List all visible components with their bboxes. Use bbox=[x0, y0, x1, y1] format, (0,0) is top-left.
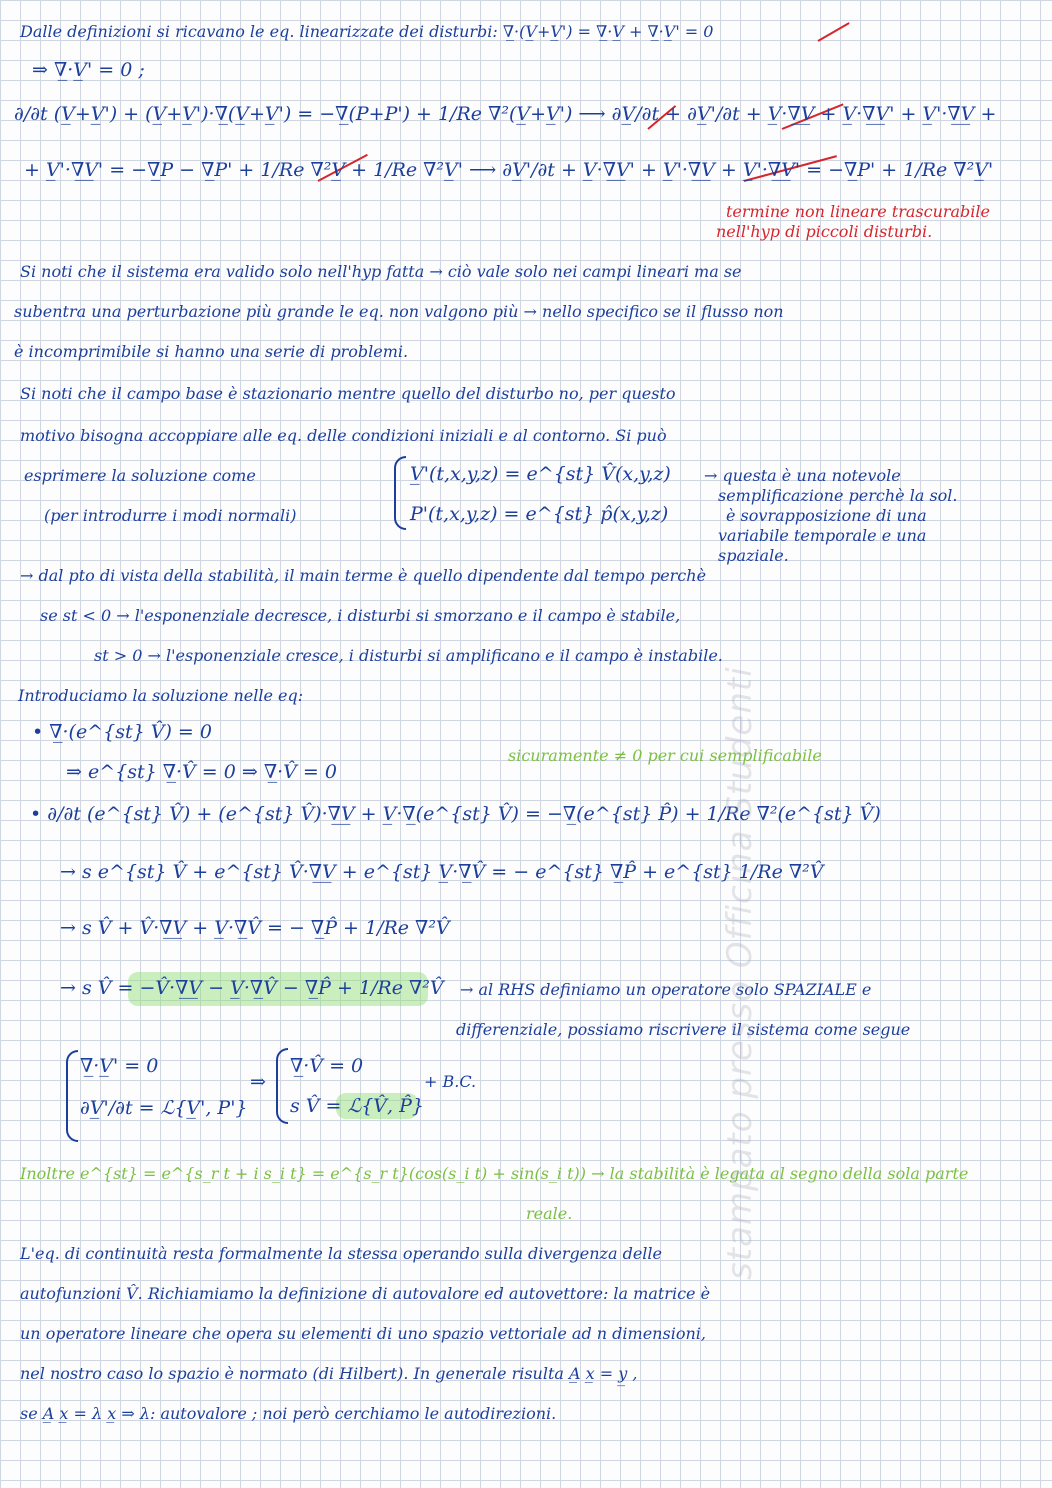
equation-line: → s e^{st} V̂ + e^{st} V̂·∇̲V̲ + e^{st} V̲·∇̲V̂ = − e^{st} ∇̲P̂ + e^{st} 1/Re ∇²V̂ bbox=[60, 861, 824, 883]
system-brace-left bbox=[66, 1050, 78, 1142]
watermark: stampato presso Officina Studenti bbox=[720, 666, 760, 1280]
side-note: semplificazione perchè la sol. bbox=[718, 486, 958, 505]
text-line: esprimere la soluzione come bbox=[24, 466, 256, 485]
red-strike-1 bbox=[818, 22, 850, 42]
text-line: L'eq. di continuità resta formalmente la stessa operando sulla divergenza delle bbox=[20, 1244, 662, 1263]
equation-line: ∂/∂t (V̲+V̲') + (V̲+V̲')·∇̲(V̲+V̲') = −∇̲(P+P') + 1/Re ∇²(V̲+V̲') ⟶ ∂V̲/∂t + ∂V̲'/∂t + V̲·∇̲V̲ + V̲·∇̲V̲' + V̲'·∇̲V̲ + bbox=[14, 103, 997, 125]
red-note: termine non lineare trascurabile bbox=[726, 202, 990, 221]
text-line: → al RHS definiamo un operatore solo SPAZIALE e bbox=[460, 980, 872, 999]
equation-line: • ∇̲·(e^{st} V̂) = 0 bbox=[32, 721, 212, 743]
text-line: Dalle definizioni si ricavano le eq. linearizzate dei disturbi: ∇̲·(V̲+V̲') = ∇̲·V̲ + ∇̲·V̲' = 0 bbox=[20, 22, 714, 41]
equation-line: s V̂ = ℒ{V̂, P̂} bbox=[290, 1095, 424, 1117]
equation-line: ∂V̲'/∂t = ℒ{V̲', P'} bbox=[80, 1097, 248, 1119]
green-note: Inoltre e^{st} = e^{s_r t + i s_i t} = e^{s_r t}(cos(s_i t) + sin(s_i t)) → la stabilità è legata al segno della sola parte bbox=[20, 1164, 969, 1183]
text-line: autofunzioni V̂. Richiamiamo la definizione di autovalore ed autovettore: la matrice è bbox=[20, 1284, 711, 1303]
equation-line: ∇̲·V̲' = 0 bbox=[80, 1055, 159, 1077]
equation-line: ∇̲·V̂ = 0 bbox=[290, 1055, 364, 1077]
text-line: nel nostro caso lo spazio è normato (di Hilbert). In generale risulta A̲ x̲ = y̲ , bbox=[20, 1364, 638, 1383]
text-line: Si noti che il sistema era valido solo nell'hyp fatta → ciò vale solo nei campi lineari ma se bbox=[20, 262, 742, 281]
equation-line: + V̲'·∇̲V̲' = −∇̲P − ∇̲P' + 1/Re ∇²V̲ + 1/Re ∇²V̲' ⟶ ∂V̲'/∂t + V̲·∇̲V̲' + V̲'·∇̲V̲ + V̲'·∇̲V̲' = −∇̲P' + 1/Re ∇²V̲' bbox=[24, 159, 994, 181]
equation-line: P'(t,x,y,z) = e^{st} p̂(x,y,z) bbox=[410, 503, 669, 525]
system-brace-normal-modes bbox=[394, 456, 406, 530]
equation-line: → s V̂ + V̂·∇̲V̲ + V̲·∇̲V̂ = − ∇̲P̂ + 1/Re ∇²V̂ bbox=[60, 917, 450, 939]
system-brace-right bbox=[276, 1048, 288, 1124]
text-line: differenziale, possiamo riscrivere il sistema come segue bbox=[456, 1020, 911, 1039]
green-note: sicuramente ≠ 0 per cui semplificabile bbox=[508, 746, 822, 765]
text-line: è incomprimibile si hanno una serie di problemi. bbox=[14, 342, 409, 361]
side-note: → questa è una notevole bbox=[704, 466, 901, 485]
text-line: se A̲ x̲ = λ x̲ ⇒ λ: autovalore ; noi però cerchiamo le autodirezioni. bbox=[20, 1404, 557, 1423]
text-line: subentra una perturbazione più grande le eq. non valgono più → nello specifico se il flusso non bbox=[14, 302, 784, 321]
text-line: motivo bisogna accoppiare alle eq. delle condizioni iniziali e al contorno. Si può bbox=[20, 426, 667, 445]
text-line: ⇒ ∇̲·V̲' = 0 ; bbox=[32, 59, 145, 81]
green-note: reale. bbox=[526, 1204, 573, 1223]
text-line: + B.C. bbox=[424, 1072, 477, 1091]
equation-line: ⇒ e^{st} ∇̲·V̂ = 0 ⇒ ∇̲·V̂ = 0 bbox=[66, 761, 337, 783]
text-line: Si noti che il campo base è stazionario mentre quello del disturbo no, per questo bbox=[20, 384, 676, 403]
text-line: st > 0 → l'esponenziale cresce, i disturbi si amplificano e il campo è instabile. bbox=[94, 646, 723, 665]
side-note: variabile temporale e una bbox=[718, 526, 927, 545]
equation-line: → s V̂ = −V̂·∇̲V̲ − V̲·∇̲V̂ − ∇̲P̂ + 1/Re ∇²V̂ bbox=[60, 977, 444, 999]
side-note: spaziale. bbox=[718, 546, 789, 565]
text-line: (per introdurre i modi normali) bbox=[44, 506, 297, 525]
side-note: è sovrapposizione di una bbox=[726, 506, 927, 525]
red-note: nell'hyp di piccoli disturbi. bbox=[716, 222, 933, 241]
equation-line: • ∂/∂t (e^{st} V̂) + (e^{st} V̂)·∇̲V̲ + V̲·∇̲(e^{st} V̂) = −∇̲(e^{st} P̂) + 1/Re ∇²(e^{st} V̂) bbox=[30, 803, 881, 825]
text-line: se st < 0 → l'esponenziale decresce, i disturbi si smorzano e il campo è stabile, bbox=[40, 606, 681, 625]
implies-arrow: ⇒ bbox=[250, 1071, 266, 1093]
equation-line: V̲'(t,x,y,z) = e^{st} V̂(x,y,z) bbox=[410, 463, 671, 485]
text-line: un operatore lineare che opera su elementi di uno spazio vettoriale ad n dimensioni, bbox=[20, 1324, 706, 1343]
text-line: Introduciamo la soluzione nelle eq: bbox=[18, 686, 304, 705]
text-line: → dal pto di vista della stabilità, il main terme è quello dipendente dal tempo perchè bbox=[20, 566, 707, 585]
